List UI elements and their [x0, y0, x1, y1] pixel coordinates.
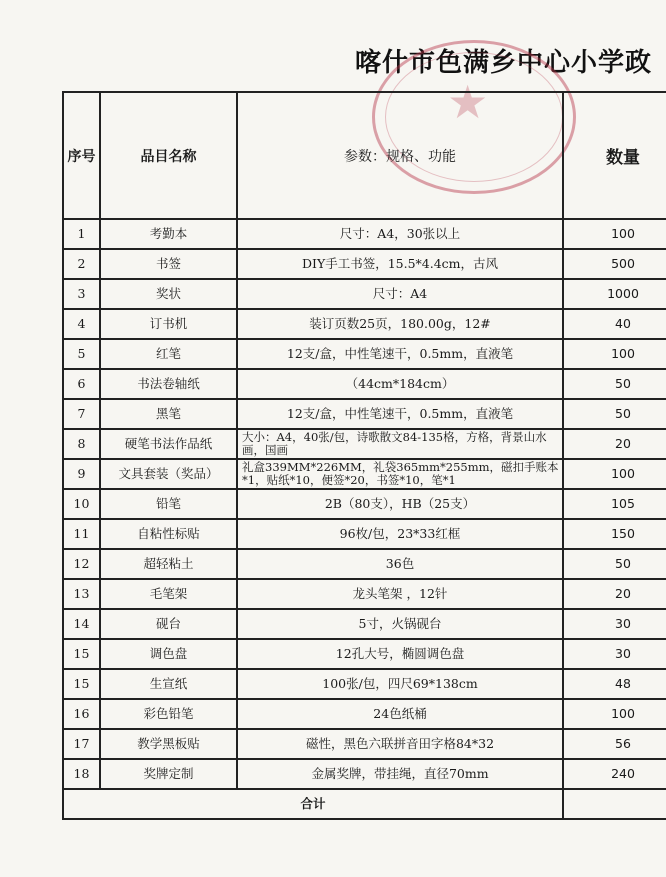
- row-item-name: 奖牌定制: [100, 759, 237, 789]
- row-index: 13: [63, 579, 100, 609]
- row-params: 尺寸：A4，30张以上: [237, 219, 563, 249]
- row-quantity: 240: [563, 759, 666, 789]
- procurement-table: [62, 91, 666, 820]
- row-item-name: 黑笔: [100, 399, 237, 429]
- row-item-name: 铅笔: [100, 489, 237, 519]
- row-quantity: 20: [563, 429, 666, 459]
- row-item-name: 自粘性标贴: [100, 519, 237, 549]
- row-item-name: 奖状: [100, 279, 237, 309]
- row-index: 5: [63, 339, 100, 369]
- table-row: [63, 639, 666, 669]
- row-quantity: 100: [563, 459, 666, 489]
- header-params: 参数：规格、功能: [237, 92, 563, 219]
- row-quantity: 100: [563, 219, 666, 249]
- document-title: 喀什市色满乡中心小学政: [355, 48, 653, 78]
- row-quantity: 20: [563, 579, 666, 609]
- row-quantity: 50: [563, 549, 666, 579]
- row-params: 装订页数25页，180.00g，12#: [237, 309, 563, 339]
- row-params: 12支/盒，中性笔速干，0.5mm，直液笔: [237, 339, 563, 369]
- row-params: 12孔大号，椭圆调色盘: [237, 639, 563, 669]
- row-quantity: 100: [563, 339, 666, 369]
- row-index: 4: [63, 309, 100, 339]
- row-index: 18: [63, 759, 100, 789]
- row-index: 6: [63, 369, 100, 399]
- row-item-name: 毛笔架: [100, 579, 237, 609]
- star-icon: ★: [447, 75, 489, 129]
- row-params: 36色: [237, 549, 563, 579]
- table-row: [63, 549, 666, 579]
- row-quantity: 30: [563, 609, 666, 639]
- table-row: [63, 429, 666, 459]
- row-item-name: 调色盘: [100, 639, 237, 669]
- row-item-name: 订书机: [100, 309, 237, 339]
- row-quantity: 50: [563, 369, 666, 399]
- table-row: [63, 459, 666, 489]
- row-index: 12: [63, 549, 100, 579]
- row-params: 100张/包，四尺69*138cm: [237, 669, 563, 699]
- row-index: 3: [63, 279, 100, 309]
- row-index: 8: [63, 429, 100, 459]
- row-params: DIY手工书签，15.5*4.4cm，古风: [237, 249, 563, 279]
- row-index: 10: [63, 489, 100, 519]
- row-quantity: 150: [563, 519, 666, 549]
- table-row: [63, 339, 666, 369]
- row-index: 2: [63, 249, 100, 279]
- table-row: [63, 609, 666, 639]
- row-params: 金属奖牌，带挂绳，直径70mm: [237, 759, 563, 789]
- row-index: 15: [63, 669, 100, 699]
- row-quantity: 105: [563, 489, 666, 519]
- row-item-name: 书签: [100, 249, 237, 279]
- row-params: 礼盒339MM*226MM，礼袋365mm*255mm，磁扣手账本*1，贴纸*10，便签*20，书签*10，笔*1: [237, 459, 563, 489]
- table-row: [63, 249, 666, 279]
- table-row: [63, 219, 666, 249]
- row-params: 龙头笔架 ，12针: [237, 579, 563, 609]
- row-params: 磁性，黑色六联拼音田字格84*32: [237, 729, 563, 759]
- row-params: 12支/盒，中性笔速干，0.5mm，直液笔: [237, 399, 563, 429]
- header-quantity: 数量: [563, 92, 666, 219]
- row-params: 5寸，火锅砚台: [237, 609, 563, 639]
- table-row: [63, 669, 666, 699]
- table-row: [63, 759, 666, 789]
- row-quantity: 48: [563, 669, 666, 699]
- row-index: 9: [63, 459, 100, 489]
- row-item-name: 生宣纸: [100, 669, 237, 699]
- row-quantity: 40: [563, 309, 666, 339]
- header-name: 品目名称: [100, 92, 237, 219]
- row-index: 1: [63, 219, 100, 249]
- row-params: 大小：A4，40张/包，诗歌散文84-135格，方格，背景山水画，国画: [237, 429, 563, 459]
- row-params: （44cm*184cm）: [237, 369, 563, 399]
- row-index: 17: [63, 729, 100, 759]
- row-params: 尺寸：A4: [237, 279, 563, 309]
- header-index: 序号: [63, 92, 100, 219]
- row-index: 14: [63, 609, 100, 639]
- total-value: [563, 789, 666, 819]
- row-quantity: 30: [563, 639, 666, 669]
- table-row: [63, 729, 666, 759]
- row-index: 16: [63, 699, 100, 729]
- row-item-name: 超轻粘土: [100, 549, 237, 579]
- table-header-row: [63, 92, 666, 219]
- table-row: [63, 489, 666, 519]
- row-item-name: 文具套装（奖品）: [100, 459, 237, 489]
- row-quantity: 50: [563, 399, 666, 429]
- row-quantity: 100: [563, 699, 666, 729]
- table-row: [63, 309, 666, 339]
- row-quantity: 56: [563, 729, 666, 759]
- row-index: 11: [63, 519, 100, 549]
- table-row: [63, 369, 666, 399]
- total-row: [63, 789, 666, 819]
- table-row: [63, 699, 666, 729]
- row-item-name: 红笔: [100, 339, 237, 369]
- row-params: 24色纸桶: [237, 699, 563, 729]
- row-item-name: 彩色铅笔: [100, 699, 237, 729]
- row-params: 2B（80支），HB（25支）: [237, 489, 563, 519]
- row-index: 15: [63, 639, 100, 669]
- total-label: 合计: [63, 789, 563, 819]
- row-index: 7: [63, 399, 100, 429]
- row-quantity: 1000: [563, 279, 666, 309]
- table-row: [63, 519, 666, 549]
- table-row: [63, 579, 666, 609]
- row-item-name: 砚台: [100, 609, 237, 639]
- table-row: [63, 279, 666, 309]
- row-item-name: 硬笔书法作品纸: [100, 429, 237, 459]
- table-row: [63, 399, 666, 429]
- row-quantity: 500: [563, 249, 666, 279]
- row-item-name: 考勤本: [100, 219, 237, 249]
- row-params: 96枚/包，23*33红框: [237, 519, 563, 549]
- row-item-name: 教学黑板贴: [100, 729, 237, 759]
- row-item-name: 书法卷轴纸: [100, 369, 237, 399]
